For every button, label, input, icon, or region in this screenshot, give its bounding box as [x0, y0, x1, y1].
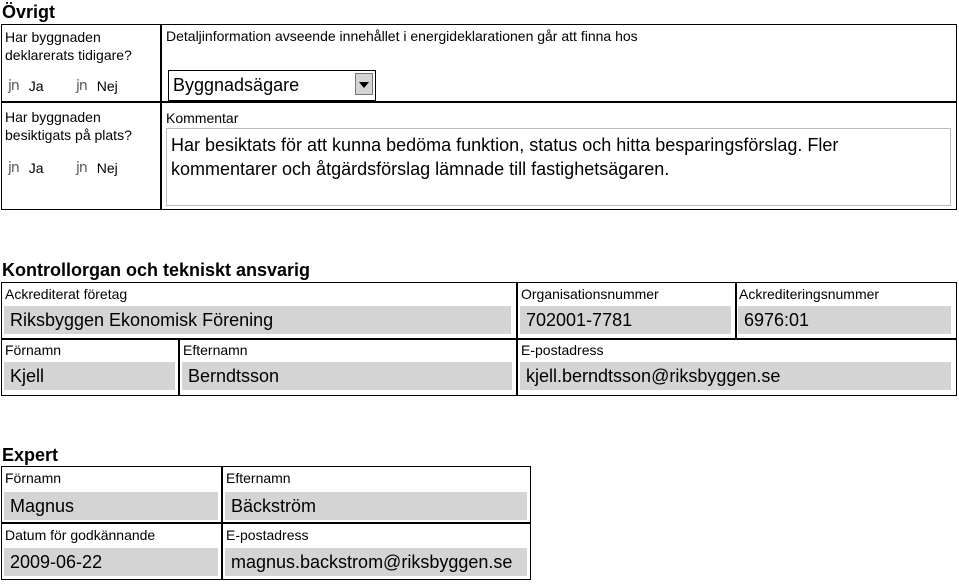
section-heading-kontroll: Kontrollorgan och tekniskt ansvarig: [2, 260, 311, 280]
kontroll-divider-name: [178, 338, 180, 396]
org-field[interactable]: 702001-7781: [520, 306, 731, 334]
radio-icon: jn: [8, 160, 19, 176]
q1-radio-no[interactable]: jn Nej: [76, 78, 118, 94]
expert-firstname-label: Förnamn: [5, 470, 62, 486]
expert-email-label: E-postadress: [226, 527, 309, 543]
comment-label: Kommentar: [166, 110, 239, 126]
kontroll-email-label: E-postadress: [521, 342, 604, 358]
kontroll-lastname-label: Efternamn: [183, 342, 248, 358]
q2-radio-yes[interactable]: jn Ja: [8, 160, 44, 176]
chevron-down-icon[interactable]: [355, 73, 373, 95]
section-heading-expert: Expert: [2, 445, 59, 465]
expert-lastname-field[interactable]: Bäckström: [225, 492, 527, 520]
kontroll-divider-ack: [735, 282, 737, 338]
q2-radio-no[interactable]: jn Nej: [76, 160, 118, 176]
ovrigt-divider-horizontal: [1, 101, 957, 103]
expert-divider-vertical: [221, 466, 223, 580]
kontroll-lastname-field[interactable]: Berndtsson: [182, 362, 512, 390]
expert-email-field[interactable]: magnus.backstrom@riksbyggen.se: [225, 548, 527, 576]
kontroll-divider-org: [516, 282, 518, 396]
ack-label: Ackrediteringsnummer: [739, 286, 880, 302]
ovrigt-divider-vertical: [160, 24, 162, 210]
expert-date-field[interactable]: 2009-06-22: [4, 548, 218, 576]
ack-field[interactable]: 6976:01: [738, 306, 951, 334]
company-label: Ackrediterat företag: [5, 286, 128, 302]
radio-icon: jn: [8, 78, 19, 94]
detail-select[interactable]: Byggnadsägare: [168, 70, 376, 101]
expert-row-divider: [1, 522, 531, 524]
radio-icon: jn: [76, 78, 87, 94]
section-heading-ovrigt: Övrigt: [2, 2, 56, 22]
expert-date-label: Datum för godkännande: [5, 527, 156, 543]
detail-label: Detaljinformation avseende innehållet i energideklarationen går att finna hos: [166, 28, 638, 44]
q1-radio-yes[interactable]: jn Ja: [8, 78, 44, 94]
radio-icon: jn: [76, 160, 87, 176]
kontroll-firstname-field[interactable]: Kjell: [4, 362, 175, 390]
comment-textarea[interactable]: Har besiktats för att kunna bedöma funktion, status och hitta besparingsförslag. Fler kommentarer och åtgärdsförslag lämnade till fastighetsägaren.: [166, 128, 951, 206]
expert-firstname-field[interactable]: Magnus: [4, 492, 218, 520]
org-label: Organisationsnummer: [521, 286, 659, 302]
q1-label: Har byggnaden deklarerats tidigare?: [5, 29, 132, 63]
kontroll-firstname-label: Förnamn: [5, 342, 62, 358]
expert-lastname-label: Efternamn: [226, 470, 291, 486]
kontroll-email-field[interactable]: kjell.berndtsson@riksbyggen.se: [520, 362, 951, 390]
company-field[interactable]: Riksbyggen Ekonomisk Förening: [4, 306, 511, 334]
kontroll-row-divider: [1, 338, 957, 340]
q2-label: Har byggnaden besiktigats på plats?: [5, 109, 132, 143]
